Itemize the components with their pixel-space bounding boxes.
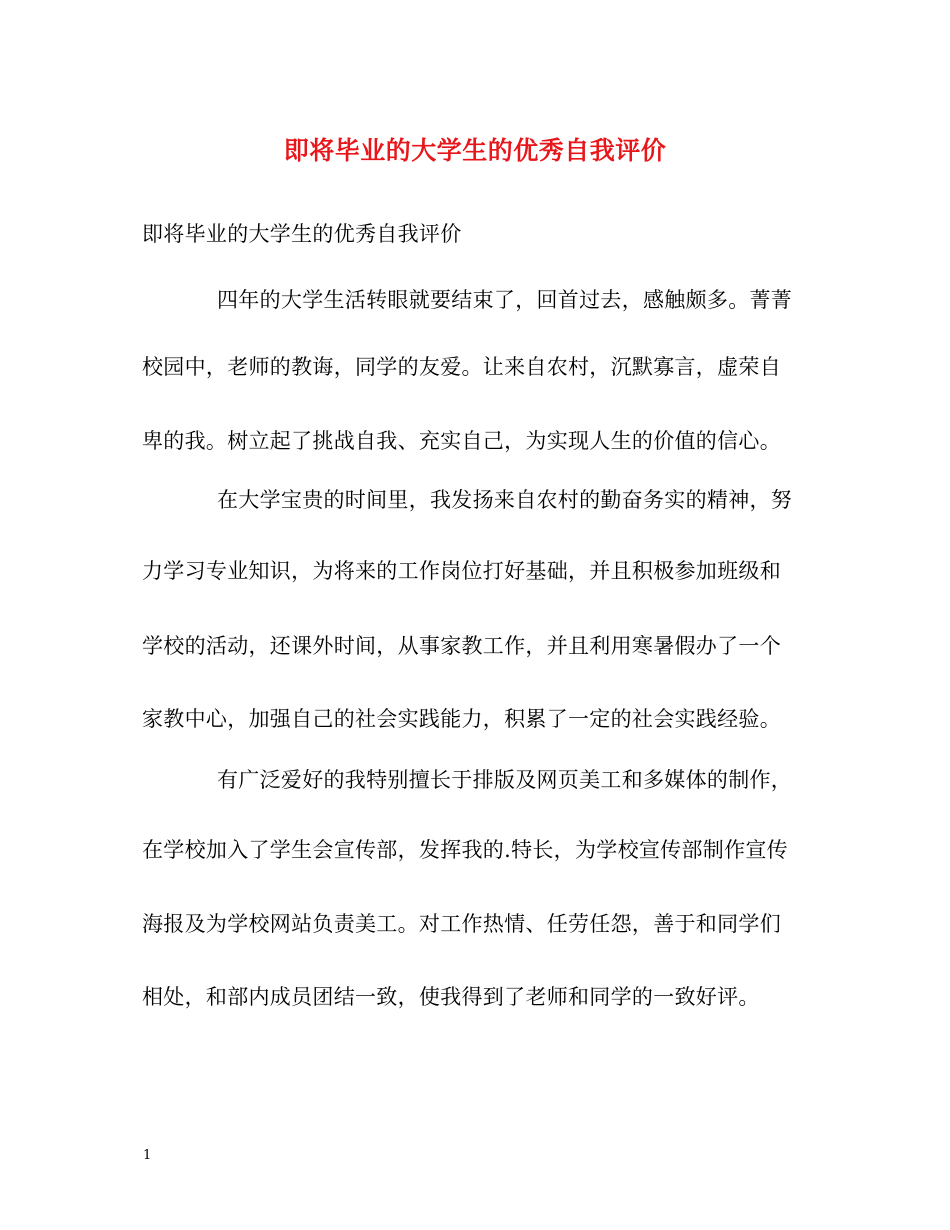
paragraph-line: 相处，和部内成员团结一致，使我得到了老师和同学的一致好评。: [142, 985, 760, 1009]
paragraph-line: 卑的我。树立起了挑战自我、充实自己，为实现人生的价值的信心。: [142, 429, 781, 453]
paragraph-line: 力学习专业知识，为将来的工作岗位打好基础，并且积极参加班级和: [142, 559, 781, 583]
paragraph-line: 校园中，老师的教诲，同学的友爱。让来自农村，沉默寡言，虚荣自: [142, 355, 781, 379]
paragraph-line: 四年的大学生活转眼就要结束了，回首过去，感触颇多。菁菁: [217, 288, 793, 312]
page-number: 1: [143, 1148, 152, 1163]
paragraph-line: 海报及为学校网站负责美工。对工作热情、任劳任怨，善于和同学们: [142, 912, 781, 936]
document-title: 即将毕业的大学生的优秀自我评价: [283, 136, 667, 165]
document-subtitle: 即将毕业的大学生的优秀自我评价: [142, 222, 462, 246]
paragraph-line: 有广泛爱好的我特别擅长于排版及网页美工和多媒体的制作，: [217, 768, 793, 792]
paragraph-line: 学校的活动，还课外时间，从事家教工作，并且利用寒暑假办了一个: [142, 634, 781, 658]
paragraph-line: 家教中心，加强自己的社会实践能力，积累了一定的社会实践经验。: [142, 707, 781, 731]
paragraph-line: 在学校加入了学生会宣传部，发挥我的.特长，为学校宣传部制作宣传: [142, 838, 788, 862]
paragraph-line: 在大学宝贵的时间里，我发扬来自农村的勤奋务实的精神，努: [217, 488, 793, 512]
